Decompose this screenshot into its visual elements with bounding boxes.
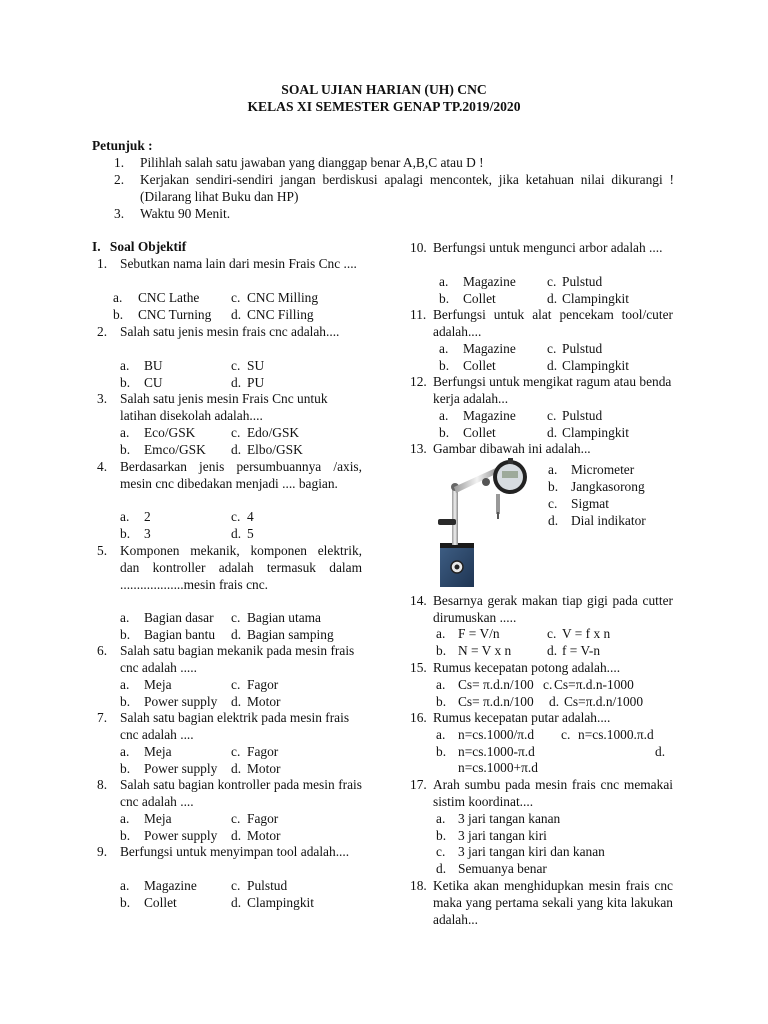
section-heading (92, 239, 186, 256)
option-text: Clampingkit (247, 895, 314, 910)
question-number: 4. (97, 459, 108, 474)
question-text: Salah satu jenis mesin Frais Cnc untuk latihan disekolah adalah.... (120, 391, 328, 423)
option-letter: d. (549, 694, 560, 709)
option-letter: b. (548, 479, 559, 494)
option-text: f = V-n (562, 643, 601, 658)
option-letter: a. (120, 358, 130, 373)
question-text: Berfungsi untuk alat pencekam tool/cuter adalah.... (433, 307, 673, 339)
option-text: Semuanya benar (458, 861, 547, 876)
option-text: Clampingkit (562, 425, 629, 440)
option-letter: c. (231, 509, 241, 524)
petunjuk-heading: Petunjuk : (92, 138, 153, 153)
option-letter: d. (231, 442, 242, 457)
petunjuk-item-text: Waktu 90 Menit. (140, 206, 231, 221)
option-text: V = f x n (562, 626, 611, 641)
option-text: n=cs.1000.π.d (578, 727, 654, 742)
option-text: 2 (144, 509, 151, 524)
option-text: Micrometer (571, 462, 635, 477)
option-text: Pulstud (562, 408, 603, 423)
option-text: Elbo/GSK (247, 442, 303, 457)
question-text: Berfungsi untuk menyimpan tool adalah.... (120, 844, 350, 859)
question-number: 10. (410, 240, 427, 255)
option-letter: a. (113, 290, 123, 305)
option-letter: a. (548, 462, 558, 477)
question-number: 11. (410, 307, 427, 322)
option-text: Eco/GSK (144, 425, 196, 440)
option-text: 3 jari tangan kanan (458, 811, 561, 826)
option-letter: a. (120, 878, 130, 893)
option-letter: c. (231, 610, 241, 625)
option-text: 3 jari tangan kiri dan kanan (458, 844, 605, 859)
option-text: Cs= π.d.n/100 (458, 677, 534, 692)
question-text: Arah sumbu pada mesin frais cnc memakai sistim koordinat.... (433, 777, 673, 809)
question-number: 8. (97, 777, 108, 792)
question-number: 6. (97, 643, 108, 658)
option-text: Fagor (247, 811, 279, 826)
option-text: Motor (247, 761, 281, 776)
option-letter: b. (436, 694, 447, 709)
option-letter: c. (231, 811, 241, 826)
option-text: Cs=π.d.n/1000 (564, 694, 644, 709)
option-text: n=cs.1000-π.d (458, 744, 535, 759)
option-letter: a. (120, 744, 130, 759)
option-text: Pulstud (247, 878, 288, 893)
option-text: Collet (144, 895, 177, 910)
question-text: Salah satu bagian mekanik pada mesin frais cnc adalah ..... (120, 643, 355, 675)
option-letter: d. (231, 694, 242, 709)
option-text: Bagian samping (247, 627, 334, 642)
option-letter: b. (120, 895, 131, 910)
option-text: Power supply (144, 828, 218, 843)
option-letter: a. (120, 811, 130, 826)
option-letter: d. (231, 895, 242, 910)
option-letter: b. (436, 744, 447, 759)
option-text: Collet (463, 291, 496, 306)
question-text: Gambar dibawah ini adalah... (433, 441, 591, 456)
option-letter: c. (231, 290, 241, 305)
option-letter: d. (231, 307, 242, 322)
question-text: Sebutkan nama lain dari mesin Frais Cnc .... (120, 256, 357, 271)
option-letter: a. (439, 341, 449, 356)
option-letter: c. (231, 744, 241, 759)
option-letter: c. (436, 844, 446, 859)
option-letter: c. (231, 878, 241, 893)
question-text: Komponen mekanik, komponen elektrik, dan kontroller adalah termasuk dalam ...................mesin frais cnc. (120, 543, 362, 592)
option-text: Clampingkit (562, 358, 629, 373)
option-text: PU (247, 375, 265, 390)
question-text: Rumus kecepatan potong adalah.... (433, 660, 621, 675)
question-text: Berdasarkan jenis persumbuannya /axis, mesin cnc dibedakan menjadi .... bagian. (120, 459, 362, 491)
option-text: Motor (247, 694, 281, 709)
option-text: 3 jari tangan kiri (458, 828, 547, 843)
option-letter: a. (120, 425, 130, 440)
option-text: SU (247, 358, 265, 373)
question-text: Salah satu bagian elektrik pada mesin frais cnc adalah .... (120, 710, 350, 742)
option-text: Bagian dasar (144, 610, 214, 625)
option-text: CNC Filling (247, 307, 314, 322)
option-text: Pulstud (562, 341, 603, 356)
option-text: BU (144, 358, 163, 373)
option-letter: d. (547, 291, 558, 306)
option-text: Pulstud (562, 274, 603, 289)
option-text: Fagor (247, 744, 279, 759)
option-text: Jangkasorong (571, 479, 645, 494)
option-letter: a. (120, 610, 130, 625)
question-number: 9. (97, 844, 108, 859)
option-letter: d. (655, 744, 666, 759)
petunjuk-item-number: 3. (114, 206, 125, 221)
option-text: Edo/GSK (247, 425, 300, 440)
option-letter: b. (120, 627, 131, 642)
option-letter: c. (561, 727, 571, 742)
option-text: CNC Milling (247, 290, 319, 305)
option-text: N = V x n (458, 643, 512, 658)
option-text: 5 (247, 526, 254, 541)
option-letter: b. (120, 694, 131, 709)
option-text: Meja (144, 744, 172, 759)
option-letter: d. (231, 828, 242, 843)
option-text: Collet (463, 425, 496, 440)
option-text: CNC Lathe (138, 290, 200, 305)
option-letter: d. (547, 358, 558, 373)
question-number: 2. (97, 324, 108, 339)
petunjuk-item-number: 2. (114, 172, 125, 187)
option-text: F = V/n (458, 626, 500, 641)
option-text: Motor (247, 828, 281, 843)
option-letter: c. (231, 358, 241, 373)
option-text: Magazine (463, 341, 516, 356)
option-letter: b. (439, 358, 450, 373)
option-letter: a. (436, 811, 446, 826)
option-letter: b. (120, 375, 131, 390)
petunjuk-item-text: Pilihlah salah satu jawaban yang dianggap benar A,B,C atau D ! (140, 155, 484, 170)
question-text: Ketika akan menghidupkan mesin frais cnc maka yang pertama sekali yang kita lakukan adalah... (433, 878, 673, 927)
option-letter: a. (436, 727, 446, 742)
option-text: Bagian bantu (144, 627, 216, 642)
option-letter: d. (231, 627, 242, 642)
question-text: Rumus kecepatan putar adalah.... (433, 710, 611, 725)
question-number: 3. (97, 391, 108, 406)
option-text: Collet (463, 358, 496, 373)
option-letter: d. (547, 643, 558, 658)
option-letter: c. (547, 274, 557, 289)
option-letter: b. (436, 828, 447, 843)
option-text: 3 (144, 526, 151, 541)
question-number: 18. (410, 878, 427, 893)
option-letter: c. (548, 496, 558, 511)
option-text: Emco/GSK (144, 442, 206, 457)
option-text: Bagian utama (247, 610, 321, 625)
option-text: Meja (144, 811, 172, 826)
question-number: 13. (410, 441, 427, 456)
option-letter: b. (120, 828, 131, 843)
option-text: Sigmat (571, 496, 609, 511)
option-text: Clampingkit (562, 291, 629, 306)
option-letter: c. (547, 408, 557, 423)
option-text: n=cs.1000/π.d (458, 727, 535, 742)
option-text: Magazine (144, 878, 197, 893)
option-text: Meja (144, 677, 172, 692)
question-number: 1. (97, 256, 108, 271)
section-title: Soal Objektif (109, 239, 187, 254)
option-letter: d. (231, 375, 242, 390)
section-number: I. (92, 239, 101, 254)
option-letter: b. (436, 643, 447, 658)
question-text: Berfungsi untuk mengikat ragum atau benda kerja adalah... (433, 374, 672, 406)
option-letter: b. (120, 761, 131, 776)
option-letter: d. (231, 761, 242, 776)
option-letter: d. (436, 861, 447, 876)
question-number: 17. (410, 777, 427, 792)
option-letter: b. (120, 442, 131, 457)
option-letter: b. (120, 526, 131, 541)
option-letter: d. (231, 526, 242, 541)
option-text: Cs= π.d.n/100 (458, 694, 534, 709)
option-letter: d. (547, 425, 558, 440)
option-text: CU (144, 375, 163, 390)
option-letter: c. (231, 677, 241, 692)
question-number: 12. (410, 374, 427, 389)
option-text: Cs=π.d.n-1000 (554, 677, 634, 692)
option-letter: c. (543, 677, 553, 692)
option-letter: b. (439, 291, 450, 306)
exam-title-line-1: SOAL UJIAN HARIAN (UH) CNC (281, 82, 487, 97)
option-text: Magazine (463, 274, 516, 289)
question-text: Salah satu jenis mesin frais cnc adalah.... (120, 324, 340, 339)
question-number: 16. (410, 710, 427, 725)
question-text: Besarnya gerak makan tiap gigi pada cutter dirumuskan ..... (433, 593, 673, 625)
question-text: Berfungsi untuk mengunci arbor adalah .... (433, 240, 663, 255)
option-text: 4 (247, 509, 254, 524)
question-number: 7. (97, 710, 108, 725)
option-letter: a. (439, 408, 449, 423)
option-letter: c. (547, 626, 557, 641)
option-text: Magazine (463, 408, 516, 423)
petunjuk-item-number: 1. (114, 155, 125, 170)
option-letter: c. (547, 341, 557, 356)
option-text: Dial indikator (571, 513, 646, 528)
option-letter: b. (439, 425, 450, 440)
option-letter: c. (231, 425, 241, 440)
option-letter: a. (439, 274, 449, 289)
petunjuk-item-text: Kerjakan sendiri-sendiri jangan berdiskusi apalagi mencontek, jika ketahuan nilai dikurangi ! (Dilarang lihat Buku dan HP) (140, 172, 674, 204)
option-letter: a. (436, 677, 446, 692)
option-letter: a. (120, 677, 130, 692)
question-number: 5. (97, 543, 108, 558)
option-letter: b. (113, 307, 124, 322)
option-text: CNC Turning (138, 307, 212, 322)
question-number: 15. (410, 660, 427, 675)
question-number: 14. (410, 593, 427, 608)
option-letter: a. (120, 509, 130, 524)
exam-title-line-2: KELAS XI SEMESTER GENAP TP.2019/2020 (247, 99, 521, 114)
option-text: Fagor (247, 677, 279, 692)
option-text: n=cs.1000+π.d (458, 760, 538, 775)
question-text: Salah satu bagian kontroller pada mesin frais cnc adalah .... (120, 777, 362, 809)
option-letter: a. (436, 626, 446, 641)
dial-indicator-image (430, 457, 540, 589)
option-text: Power supply (144, 694, 218, 709)
option-text: Power supply (144, 761, 218, 776)
option-letter: d. (548, 513, 559, 528)
